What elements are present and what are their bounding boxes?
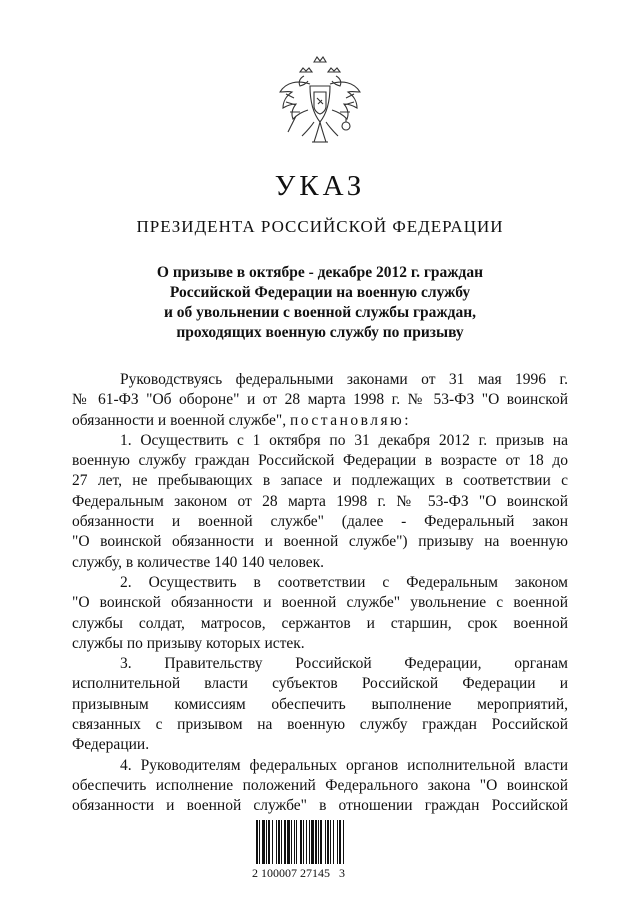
heading-line: и об увольнении с военной службы граждан, [163, 304, 477, 321]
barcode-bar [303, 820, 304, 864]
barcode-bar [339, 820, 341, 864]
item-paragraph-3 [72, 654, 568, 755]
barcode-bar [276, 820, 277, 864]
text-line: 4. Руководителям федеральных органов исполнительной власти [120, 756, 568, 774]
text-line: обязанности и военной службе" в отношении граждан Российской [72, 797, 568, 815]
text-line: 2. Осуществить в соответствии с Федеральным законом [120, 573, 568, 591]
decree-body [72, 370, 568, 817]
text-line: обязанности и военной службе" (далее - Федеральный закон [72, 513, 568, 531]
text-line: службу, в количестве 140 140 человек. [72, 553, 325, 571]
barcode-bar [315, 820, 317, 864]
barcode-bar [287, 820, 290, 864]
double-headed-eagle-icon [274, 52, 366, 152]
text-line: 1. Осуществить с 1 октября по 31 декабря 2012 г. призыв на [120, 431, 568, 449]
barcode-bar [268, 820, 270, 864]
document-type-title: УКАЗ [274, 170, 366, 202]
barcode-bar [343, 820, 344, 864]
barcode-bar [278, 820, 280, 864]
text-line: призывным комиссиям обеспечить выполнение мероприятий, [72, 695, 568, 713]
barcode-bar [337, 820, 338, 864]
barcode-bar [318, 820, 319, 864]
text-line: службы по призыву которых истек. [72, 634, 305, 652]
barcode-bar [284, 820, 286, 864]
heading-line: Российской Федерации на военную службу [169, 284, 471, 301]
barcode-bar [266, 820, 267, 864]
barcode-bar [309, 820, 310, 864]
decree-operative-word: постановляю: [289, 411, 412, 429]
barcode-bar [256, 820, 258, 864]
barcode-number: 2 100007 27145 3 [252, 866, 345, 880]
barcode-bar [330, 820, 331, 864]
text-line: Федерации. [72, 736, 150, 754]
barcode-bar [259, 820, 260, 864]
text-line: 27 лет, не пребывающих в запасе и подлежащих в соответствии с [72, 472, 568, 490]
heading-line: О призыве в октябре - декабре 2012 г. граждан [156, 264, 484, 281]
text-line: исполнительной власти субъектов Российской Федерации и [72, 675, 568, 693]
barcode-bar [272, 820, 273, 864]
barcode-bar [311, 820, 314, 864]
barcode-bar [296, 820, 297, 864]
text-fragment: обязанности и военной службе", [72, 411, 287, 429]
text-line: 3. Правительству Российской Федерации, органам [120, 655, 568, 673]
barcode [254, 820, 386, 866]
text-line: Федеральным законом от 28 марта 1998 г. № 53-ФЗ "О воинской [72, 492, 568, 510]
preamble-paragraph [72, 370, 568, 431]
item-paragraph-1 [72, 431, 568, 573]
heading-line: проходящих военную службу по призыву [176, 324, 464, 341]
issuing-authority: ПРЕЗИДЕНТА РОССИЙСКОЙ ФЕДЕРАЦИИ [136, 217, 504, 236]
text-line: службы солдат, матросов, сержантов и старшин, срок военной [72, 614, 568, 632]
text-line: связанных с призывом на военную службу граждан Российской [72, 716, 568, 734]
barcode-bar [294, 820, 295, 864]
text-line: Руководствуясь федеральными законами от 31 мая 1996 г. [120, 371, 568, 388]
text-line [72, 411, 568, 431]
decree-heading [100, 263, 540, 343]
text-line: "О воинской обязанности и военной службе" увольнение с военной [72, 594, 568, 612]
text-line: № 61-ФЗ "Об обороне" и от 28 марта 1998 г. № 53-ФЗ "О воинской [72, 391, 568, 409]
barcode-bar [325, 820, 326, 864]
item-paragraph-4 [72, 756, 568, 817]
barcode-bar [300, 820, 302, 864]
barcode-bar [291, 820, 292, 864]
barcode-bar [281, 820, 282, 864]
text-line: военную службу граждан Российской Федерации в возрасте от 18 до [72, 452, 568, 470]
barcode-bar [327, 820, 329, 864]
text-line: обеспечить исполнение положений Федерального закона "О воинской [72, 776, 568, 794]
barcode-bar [306, 820, 307, 864]
barcode-bar [262, 820, 265, 864]
barcode-bar [333, 820, 334, 864]
text-line: "О воинской обязанности и военной службе") призыву на военную [72, 533, 568, 551]
item-paragraph-2 [72, 573, 568, 654]
barcode-bar [320, 820, 322, 864]
